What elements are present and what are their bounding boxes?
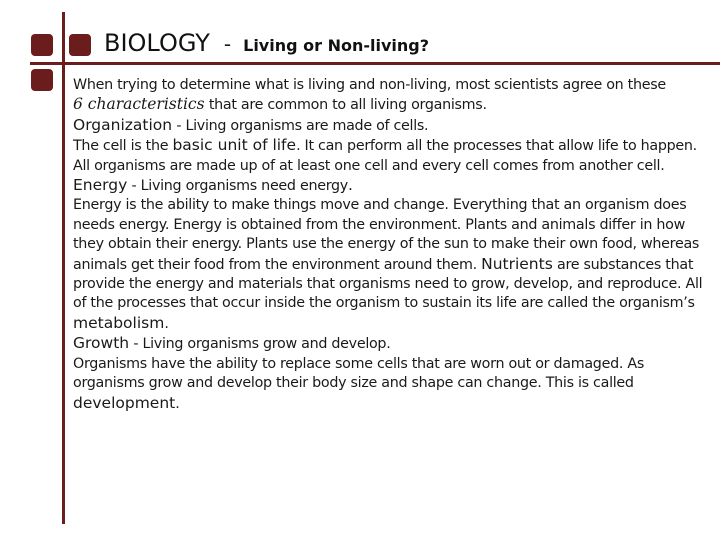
growth-end: . xyxy=(175,395,180,412)
energy-period: . xyxy=(347,176,353,195)
energy-heading-rest: - Living organisms need energy xyxy=(127,178,348,195)
energy-end: . xyxy=(164,315,169,332)
metabolism-term: metabolism xyxy=(73,313,165,332)
growth-paragraph xyxy=(73,334,703,414)
title-main: BIOLOGY xyxy=(104,29,210,57)
intro-emphasis: 6 characteristics xyxy=(73,95,205,114)
slide-title xyxy=(104,29,429,57)
growth-term: development xyxy=(73,393,176,412)
energy-body: Energy is the ability to make things move and change. Everything that an organism does needs energy. Energy is obtained from the environment. Plants and animals differ in how they obtain their energy. Plants use the energy of the sun to make their own food, whereas animals get their food from the environment around them. xyxy=(73,197,700,273)
organization-text-end: . It can perform all the processes that allow life to happen. All organisms are made up of at least one cell and every cell comes from another cell. xyxy=(73,138,697,174)
nutrients-text: are substances that provide the energy and materials that organisms need to grow, develop, and reproduce. All of the processes that occur inside the organism to sustain its life are called the organism’s xyxy=(73,256,703,312)
energy-heading: Energy xyxy=(73,176,128,195)
organization-heading: Organization xyxy=(73,115,173,134)
title-dash: - xyxy=(223,32,232,56)
organization-heading-rest: - Living organisms are made of cells. xyxy=(172,117,429,134)
energy-paragraph xyxy=(73,176,703,334)
slide-content xyxy=(73,76,703,414)
growth-heading-rest: - Living organisms grow and develop. xyxy=(129,336,391,353)
organization-paragraph xyxy=(73,116,703,176)
intro-paragraph xyxy=(73,76,703,116)
horizontal-rule xyxy=(30,62,720,65)
vertical-rule xyxy=(62,12,65,524)
growth-heading: Growth xyxy=(73,334,130,353)
decorative-square-icon xyxy=(69,34,91,56)
nutrients-term: Nutrients xyxy=(481,254,553,273)
organization-term: basic unit of life xyxy=(172,136,297,155)
decorative-square-icon xyxy=(31,69,53,91)
organization-text: The cell is the xyxy=(73,138,173,155)
title-subtitle: Living or Non-living? xyxy=(243,36,430,55)
decorative-square-icon xyxy=(31,34,53,56)
intro-text: When trying to determine what is living and non-living, most scientists agree on these xyxy=(73,77,666,93)
intro-text-end: that are common to all living organisms. xyxy=(204,97,487,114)
growth-body: Organisms have the ability to replace some cells that are worn out or damaged. As organisms grow and develop their body size and shape can change. This is called xyxy=(73,355,644,392)
